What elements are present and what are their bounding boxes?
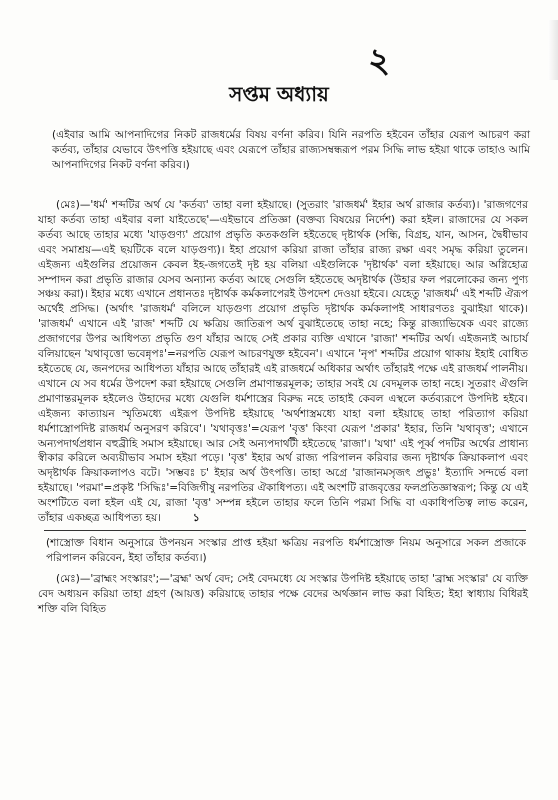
- section-divider-top: [44, 530, 526, 531]
- verse-note-text: (শাস্ত্রোক্ত বিধান অনুসারে উপনয়ন সংস্কার প্রাপ্ত হইয়া ক্ষত্রিয় নরপতি ধর্মশাস্ত্রোক্ত নিয়ম অনুসারে সকল প্রজাকে পরিপালন করিবেন, ইহা তাঁহার কর্তব্য।): [46, 537, 526, 564]
- page-number: ২: [368, 41, 391, 81]
- commentary-paragraph: [38, 198, 528, 526]
- page-edge-shadow: [548, 20, 558, 80]
- footer-commentary-text: (মেঃ)—'ব্রাহ্মং সংস্কারং';—'ব্রহ্ম' অর্থ বেদ; সেই বেদমধ্যে যে সংস্কার উপদিষ্ট হইয়াছে তাহা 'ব্রাহ্ম সংস্কার' যে ব্যক্তি বেদ অধ্যয়ন করিয়া তাহা গ্রহণ (আয়ত্ত) করিয়াছে তাহার পক্ষে বেদের অর্থজ্ঞান লাভ করা বিহিত; ইহা স্বাধ্যায় বিধিরই শক্তি বলি বিহিত: [38, 573, 528, 615]
- commentary-text: (মেঃ)—'ধর্ম' শব্দটির অর্থ যে 'কর্তব্য' তাহা বলা হইয়াছে। (সুতরাং 'রাজধর্ম' ইহার অর্থ রাজার কর্তব্য)। 'রাজগণের যাহা কর্তব্য তাহা এইবার বলা যাইতেছে'—এইভাবে প্রতিজ্ঞা (বক্তব্য বিষয়ের নির্দেশ) করা হইল। রাজাদের যে সকল কর্তব্য আছে তাহার মধ্যে 'যাড়গুণ্য' প্রয়োগ প্রভৃতি কতকগুলি হইতেছে দৃষ্টার্থক (সন্ধি, বিগ্রহ, যান, আসন, দ্বৈধীভাব এবং সমাশ্রয়—এই ছয়টিকে বলে যাড়গুণ্য)। ইহা প্রয়োগ করিয়া রাজা তাঁহার রাজ্য রক্ষা এবং সমৃদ্ধ করিয়া তুলেন। এইজন্য এইগুলির প্রয়োজন কেবল ইহ-জগতেই দৃষ্ট হয় বলিয়া এইগুলিকে 'দৃষ্টার্থক' বলা হইয়াছে। আর অগ্নিহোত্র সম্পাদন করা প্রভৃতি রাজার যেসব অন্যান্য কর্তব্য আছে সেগুলি হইতেছে অদৃষ্টার্থক (উহার ফল পরলোকের জন্য পুণ্য সঞ্চয় করা)। ইহার মধ্যে এখানে প্রধানতঃ দৃষ্টার্থক কর্মকলাপেরই উপদেশ দেওয়া হইবে। যেহেতু 'রাজধর্ম' এই শব্দটি ঐরূপ অর্থেই প্রসিদ্ধ। (অর্থাৎ 'রাজধর্ম' বলিলে যাড়গুণ্য প্রয়োগ প্রভৃতি দৃষ্টার্থক কর্মকলাপই সাধারণতঃ বুঝাইয়া থাকে)। 'রাজধর্ম' এখানে এই 'রাজ' শব্দটি যে ক্ষত্রিয় জাতিরূপ অর্থ বুঝাইতেছে তাহা নহে; কিন্তু রাজ্যাভিষেক এবং রাজ্যে প্রজাগণের উপর আধিপত্য প্রভৃতি গুণ যাঁহার আছে সেই প্রকার ব্যক্তি এখানে 'রাজা' শব্দটির অর্থ। এইজন্যই আচার্য বলিয়াছেন 'যথাবৃত্তো ভবেন্নৃপঃ'=নরপতি যেরূপ আচরণযুক্ত হইবেন'। এখানে 'নৃপ' শব্দটির প্রয়োগ থাকায় ইহাই বোধিত হইতেছে যে, জনপদের আধিপত্য যাঁহার আছে তাঁহারই এই রাজধর্মে অধিকার অর্থাৎ তাঁহারই পক্ষে এই রাজধর্ম পালনীয়। এখানে যে সব ধর্মের উপদেশ করা হইয়াছে সেগুলি প্রমাণান্তরমূলক; তাহার সবই যে বেদমূলক তাহা নহে। সুতরাং ঐগুলি প্রমাণান্তরমূলক হইলেও উহাদের মধ্যে যেগুলি ধর্মশাস্ত্রের বিরুদ্ধ নহে তাহাই কেবল এস্থলে কর্তব্যরূপে উপদিষ্ট হইবে। এইজন্য কাত্যায়ন স্মৃতিমধ্যে এইরূপ উপদিষ্ট হইয়াছে 'অর্থশাস্ত্রমধ্যে যাহা বলা হইয়াছে তাহা পরিত্যাগ করিয়া ধর্মশাস্ত্রোপদিষ্ট রাজধর্ম অনুসরণ করিবে'। 'যথাবৃত্তঃ'=যেরূপ 'বৃত্ত' কিংবা যেরূপ 'প্রকার' ইহার, তিনি 'যথাবৃত্ত'; এখানে অন্যপদার্থপ্রধান বহুব্রীহি সমাস হইয়াছে। আর সেই অন্যপদার্থটী হইতেছে 'রাজা'। 'যথা' এই পূর্ব্ব পদটির অর্থের প্রাধান্য স্বীকার করিলে অব্যয়ীভাব সমাস হইয়া পড়ে। 'বৃত্ত' ইহার অর্থ রাজ্য পরিপালন করিবার জন্য দৃষ্টার্থক ক্রিয়াকলাপ এবং অদৃষ্টার্থক ক্রিয়াকলাপও বটে। 'সম্ভবঃ চ' ইহার অর্থ উৎপত্তি। তাহা অগ্রে 'রাজানমসৃজৎ প্রভুঃ' ইত্যাদি সন্দর্ভে বলা হইয়াছে। 'পরমা'=প্রকৃষ্ট 'সিদ্ধিঃ'=বিজিগীষু নরপতির ঐকাধিপত্য। এই অংশটি রাজবৃত্তের ফলপ্রতিজ্ঞাস্বরূপ; কিন্তু যে এই অংশটিতে বলা হইল এই যে, রাজা 'বৃত্ত' সম্পন্ন হইলে তাহার ফলে তিনি পরমা সিদ্ধি বা একাধিপতিত্ব লাভ করেন, তাঁহার একচ্ছত্র আধিপত্য হয়।: [38, 199, 528, 525]
- verse-number: ১: [192, 512, 200, 525]
- footer-commentary-block: [38, 572, 528, 617]
- chapter-title: সপ্তম অধ্যায়: [229, 82, 329, 106]
- commentary-block: [38, 198, 528, 526]
- intro-verse-text: (এইবার আমি আপনাদিগের নিকট রাজধর্মের বিষয় বর্ণনা করিব। যিনি নরপতি হইবেন তাঁহার যেরূপ আচরণ করা কর্তব্য, তাঁহার যেভাবে উৎপত্তি হইয়াছে এবং যেরূপে তাঁহার রাজ্যসম্বন্ধরূপ পরম সিদ্ধি লাভ হইয়া থাকে তাহাও আমি আপনাদিগের নিকট বর্ণনা করিব।): [52, 129, 530, 171]
- intro-verse-block: [52, 128, 530, 173]
- verse-note-block: [46, 536, 526, 566]
